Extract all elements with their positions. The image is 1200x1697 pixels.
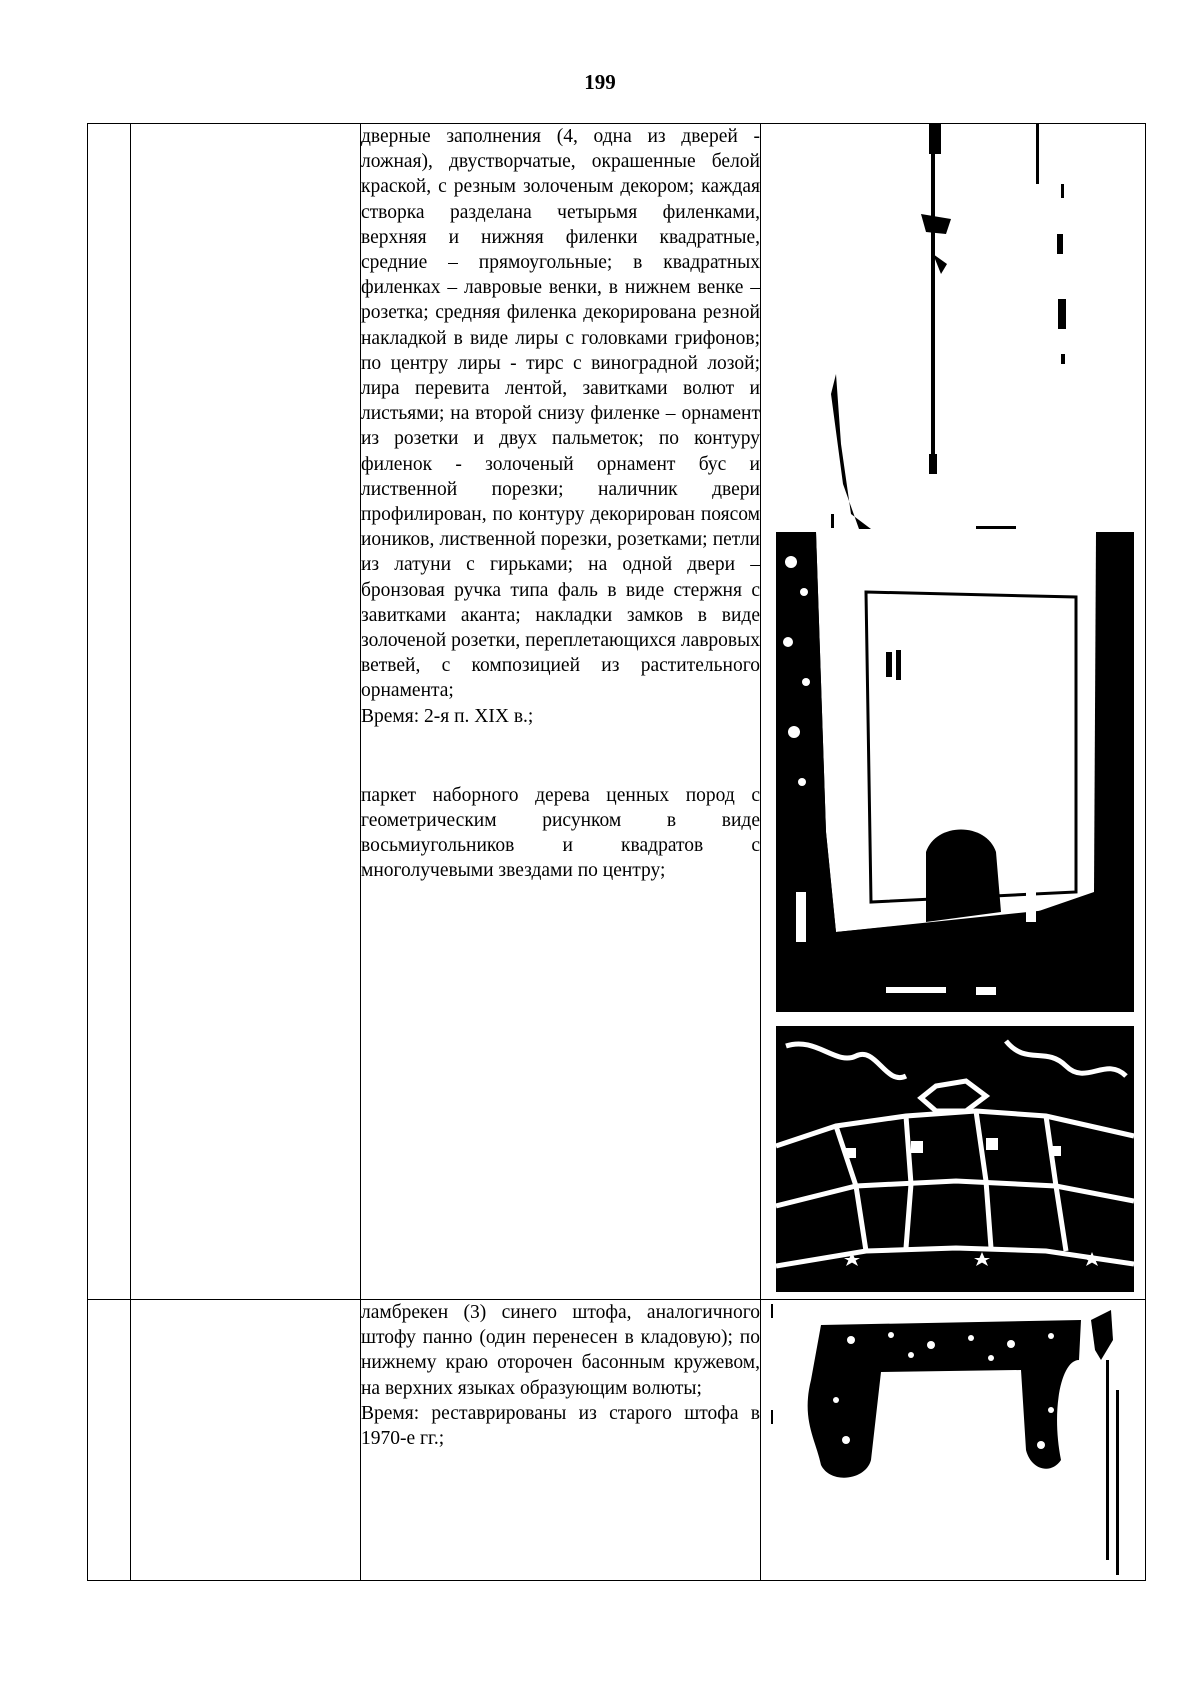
name-cell [131, 124, 361, 1300]
lambrequin-date: Время: реставрированы из старого штофа в 1970-е гг.; [361, 1402, 760, 1450]
number-cell [88, 124, 131, 1300]
table-row [88, 1300, 1146, 1581]
description-cell [361, 124, 761, 1300]
photo-cell [761, 1300, 1146, 1581]
number-cell [88, 1300, 131, 1581]
parquet-photo [776, 1026, 1134, 1292]
lambrequin-photo [761, 1300, 1145, 1578]
description-cell [361, 1300, 761, 1581]
monument-registry-table [87, 123, 1146, 1581]
door-description: дверные заполнения (4, одна из дверей - ложная), двустворчатые, окрашенные белой краской, с резным золоченым декором; каждая створка разделана четырьмя филенками, верхняя и нижняя филенки квадратные, средние – прямоугольные; в квадратных филенках – лавровые венки, в нижнем венке – розетка; средняя филенка декорирована резной накладкой в виде лиры с головками грифонов; по центру лиры - тирс с виноградной лозой; лира перевита лентой, завитками волют и листьями; на второй снизу филенке – орнамент из розетки и двух пальметок; по контуру филенок - золоченый орнамент бус и лиственной порезки; наличник двери профилирован, по контуру декорирован поясом иоников, лиственной порезки, розетками; петли из латуни с гирьками; на одной двери – бронзовая ручка типа фаль в виде стержня с завитками аканта; накладки замков в виде золоченой розетки, переплетающихся лавровых ветвей, с композицией из растительного орнамента; [361, 126, 760, 702]
photo-cell [761, 124, 1146, 1300]
parquet-description: паркет наборного дерева ценных пород с геометрическим рисунком в виде восьмиугольников и квадратов с многолучевыми звездами по центру; [361, 784, 760, 882]
door-photo [776, 532, 1134, 1012]
name-cell [131, 1300, 361, 1581]
door-date: Время: 2-я п. XIX в.; [361, 705, 534, 727]
door-top-photo [761, 124, 1145, 532]
page-number: 199 [584, 70, 616, 94]
lambrequin-description: ламбрекен (3) синего штофа, аналогичного штофу панно (один перенесен в кладовую); по нижнему краю оторочен басонным кружевом, на верхних языках образующим волюты; [361, 1302, 760, 1399]
table-row [88, 124, 1146, 1300]
